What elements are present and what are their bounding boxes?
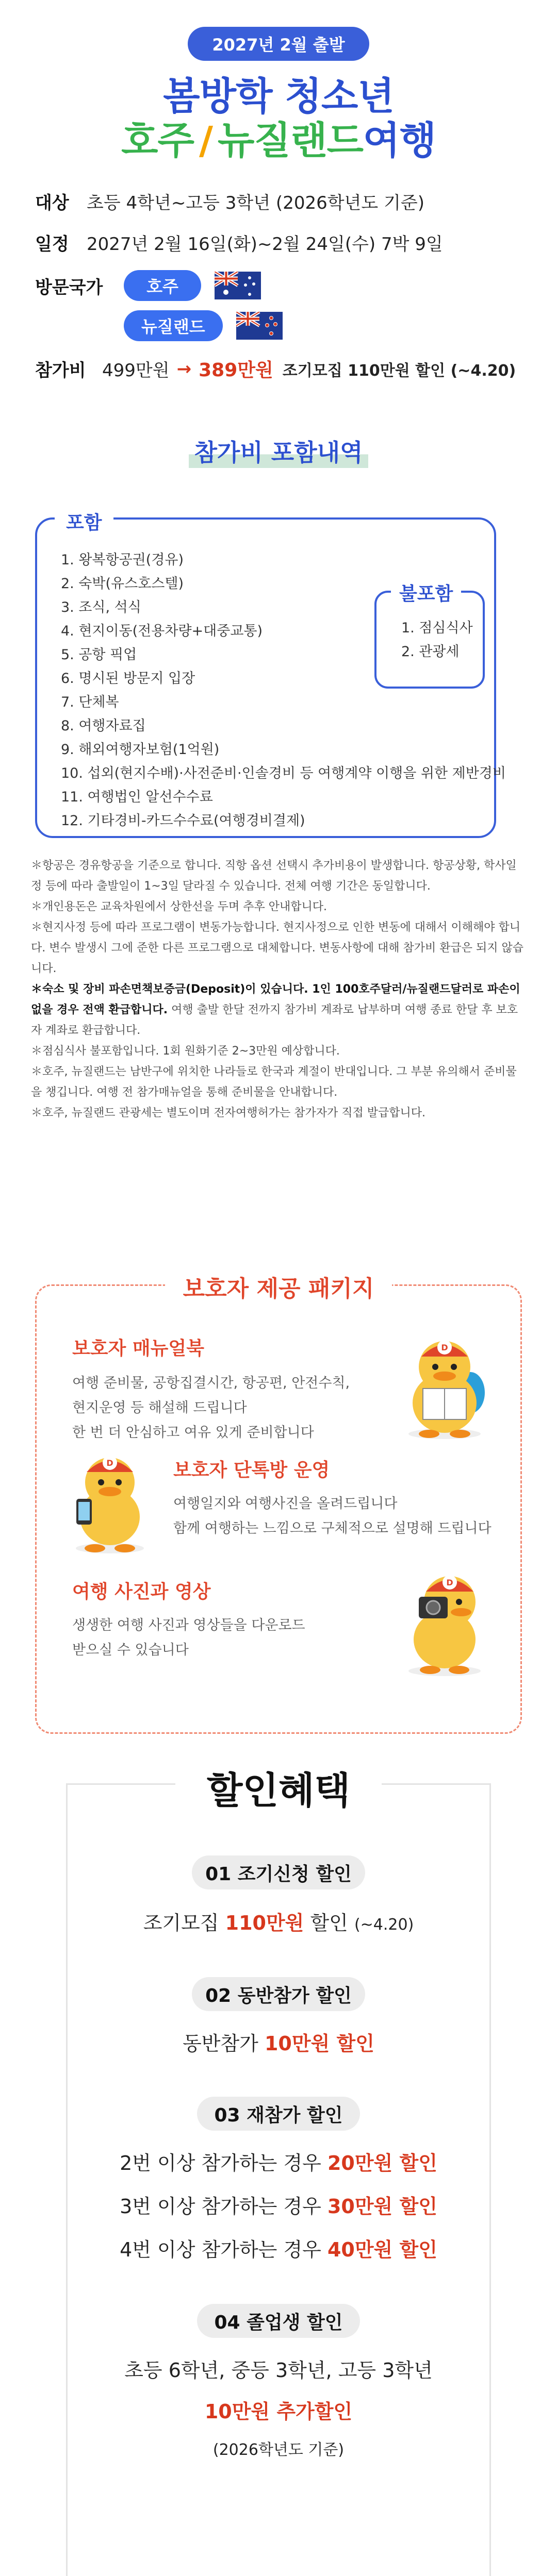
discount-3-line-2-pre: 3번 이상 참가하는 경우 (120, 2195, 327, 2218)
discount-3-line-3-pre: 4번 이상 참가하는 경우 (120, 2238, 327, 2261)
manual-line-2: 현지운영 등 해설해 드립니다 (72, 1400, 247, 1416)
discount-2-text (66, 2028, 491, 2056)
discount-3-line-3-amount: 40만원 할인 (327, 2238, 437, 2261)
manual-text (72, 1371, 350, 1445)
title-line-2 (0, 110, 557, 165)
discount-1-text (66, 1907, 491, 1935)
discount-1-post: 할인 (304, 1912, 354, 1934)
include-tag: 포함 (55, 508, 113, 534)
list-item: 2. 숙박(유스호스텔) (61, 576, 184, 592)
note-6: ＊호주, 뉴질랜드는 남반구에 위치한 나라들로 한국과 계절이 반대입니다. 그 부분 유의해서 준비물을 챙깁니다. 여행 전 참가매뉴얼을 통해 준비물을 안내합니다. (31, 1065, 517, 1099)
notes (31, 856, 526, 1124)
list-item: 12. 기타경비-카드수수료(여행경비결제) (61, 813, 305, 829)
note-5: ＊점심식사 불포함입니다. 1회 원화기준 2~3만원 예상합니다. (31, 1045, 340, 1058)
title-slash: / (199, 119, 213, 163)
discount-4-line-1: 초등 6학년, 중등 3학년, 고등 3학년 (124, 2359, 433, 2382)
included-title-text: 참가비 포함내역 (189, 434, 368, 468)
svg-text:D: D (106, 1458, 113, 1468)
discount-3-line-1 (66, 2147, 491, 2176)
discount-3-line-1-amount: 20만원 할인 (327, 2152, 437, 2174)
discount-4-note: (2026학년도 기준) (212, 2441, 345, 2459)
title-line-1: 봄방학 청소년 (163, 74, 394, 119)
list-item: 1. 왕복항공권(경유) (61, 552, 184, 568)
discount-1-amount: 110만원 (225, 1912, 304, 1934)
note-1: ＊항공은 경유항공을 기준으로 합니다. 직항 옵션 선택시 추가비용이 발생합니다. 항공상황, 학사일정 등에 따라 출발일이 1~3일 달라질 수 있습니다. 전체 여행 기간은 동일합니다. (31, 859, 517, 893)
country-pill-new-zealand: 뉴질랜드 (124, 310, 223, 341)
discount-3-line-2 (66, 2190, 491, 2219)
chat-text (173, 1492, 492, 1541)
manual-line-1: 여행 준비물, 공항집결시간, 항공편, 안전수칙, (72, 1375, 350, 1391)
departure-badge: 2027년 2월 출발 (188, 27, 369, 61)
discount-4-label: 04 졸업생 할인 (197, 2304, 360, 2338)
title-trip: 여행 (363, 119, 436, 163)
fee-label: 참가비 (35, 360, 86, 381)
title-hoju: 호주 (121, 119, 194, 163)
country-pill-australia: 호주 (124, 270, 201, 301)
list-item: 7. 단체복 (61, 694, 119, 710)
schedule-label: 일정 (35, 234, 69, 255)
target-label: 대상 (35, 193, 69, 213)
included-section-title (0, 434, 557, 468)
discount-3-line-1-pre: 2번 이상 참가하는 경우 (120, 2152, 327, 2174)
schedule-row (35, 230, 443, 255)
photo-title: 여행 사진과 영상 (72, 1581, 211, 1602)
exclude-tag: 불포함 (391, 579, 461, 606)
country-row-2 (124, 310, 283, 341)
discount-3-label: 03 재참가 할인 (197, 2097, 360, 2131)
photo-line-2: 받으실 수 있습니다 (72, 1642, 189, 1658)
target-row (35, 189, 424, 214)
duck-mascot-camera-icon (393, 1565, 496, 1678)
australia-flag-icon (215, 272, 261, 299)
discount-1-date: (~4.20) (354, 1916, 414, 1934)
target-value: 초등 4학년~고등 3학년 (2026학년도 기준) (87, 193, 425, 213)
photo-text (72, 1613, 305, 1663)
country-label: 방문국가 (35, 277, 103, 298)
list-item: 10. 섭외(현지수배)·사전준비·인솔경비 등 여행계약 이행을 위한 제반경비 (61, 765, 506, 781)
chat-line-2: 함께 여행하는 느낌으로 구체적으로 설명해 드립니다 (173, 1520, 492, 1536)
chat-title: 보호자 단톡방 운영 (173, 1460, 330, 1481)
discount-3-line-3 (66, 2234, 491, 2262)
duck-mascot-phone-icon (61, 1447, 159, 1555)
new-zealand-flag-icon (236, 312, 283, 340)
discount-2-amount: 10만원 할인 (264, 2032, 374, 2055)
duck-mascot-reading-icon (393, 1331, 496, 1444)
note-3: ＊현지사정 등에 따라 프로그램이 변동가능합니다. 현지사정으로 인한 변동에 대해서 이해해야 합니다. 변수 발생시 그에 준한 다른 프로그램으로 대체합니다. 변동사항에 대해 참가비 환급은 되지 않습니다. (31, 921, 523, 975)
list-item: 2. 관광세 (401, 644, 460, 660)
fee-row (35, 356, 516, 382)
exclude-list (401, 616, 473, 664)
fee-arrow: → (176, 358, 192, 379)
list-item: 9. 해외여행자보험(1억원) (61, 742, 220, 758)
manual-line-3: 한 번 더 안심하고 여유 있게 준비합니다 (72, 1425, 314, 1441)
note-4-rest: 여행 출발 한달 전까지 참가비 계좌로 납부하며 여행 종료 한달 후 보호자 계좌로 환급합니다. (31, 1003, 518, 1037)
list-item: 8. 여행자료집 (61, 718, 146, 734)
package-title: 보호자 제공 패키지 (165, 1270, 392, 1303)
note-7: ＊호주, 뉴질랜드 관광세는 별도이며 전자여행허가는 참가자가 직접 발급합니다. (31, 1107, 426, 1119)
svg-text:D: D (441, 1343, 448, 1352)
discount-2-label: 02 동반참가 할인 (192, 1977, 365, 2011)
discount-2-pre: 동반참가 (183, 2032, 265, 2055)
list-item: 3. 조식, 석식 (61, 599, 141, 615)
fee-old: 499만원 (102, 360, 170, 381)
list-item: 11. 여행법인 알선수수료 (61, 789, 213, 805)
discount-3-line-2-amount: 30만원 할인 (327, 2195, 437, 2218)
list-item: 4. 현지이동(전용차량+대중교통) (61, 623, 263, 639)
note-4 (31, 979, 526, 1041)
discount-4-amount: 10만원 추가할인 (204, 2400, 353, 2423)
discount-title: 할인혜택 (175, 1761, 382, 1814)
list-item: 6. 명시된 방문지 입장 (61, 671, 195, 687)
svg-text:D: D (446, 1578, 453, 1587)
title-nz: 뉴질랜드 (218, 119, 363, 163)
fee-new: 389만원 (199, 360, 273, 381)
fee-note: 조기모집 110만원 할인 (~4.20) (282, 361, 516, 380)
chat-line-1: 여행일지와 여행사진을 올려드립니다 (173, 1496, 398, 1512)
photo-line-1: 생생한 여행 사진과 영상들을 다운로드 (72, 1617, 305, 1633)
note-2: ＊개인용돈은 교육차원에서 상한선을 두며 추후 안내합니다. (31, 900, 327, 913)
list-item: 5. 공항 픽업 (61, 647, 137, 663)
discount-1-pre: 조기모집 (143, 1912, 225, 1934)
schedule-value: 2027년 2월 16일(화)~2월 24일(수) 7박 9일 (87, 234, 443, 255)
discount-1-label: 01 조기신청 할인 (192, 1855, 365, 1889)
country-row (35, 270, 261, 301)
note-4-bold: ＊숙소 및 장비 파손면책보증금(Deposit)이 있습니다. 1인 100호주달러/뉴질랜드달러로 파손이 없을 경우 전액 환급합니다. (31, 983, 520, 1016)
manual-title: 보호자 매뉴얼북 (72, 1338, 204, 1359)
list-item: 1. 점심식사 (401, 620, 473, 636)
